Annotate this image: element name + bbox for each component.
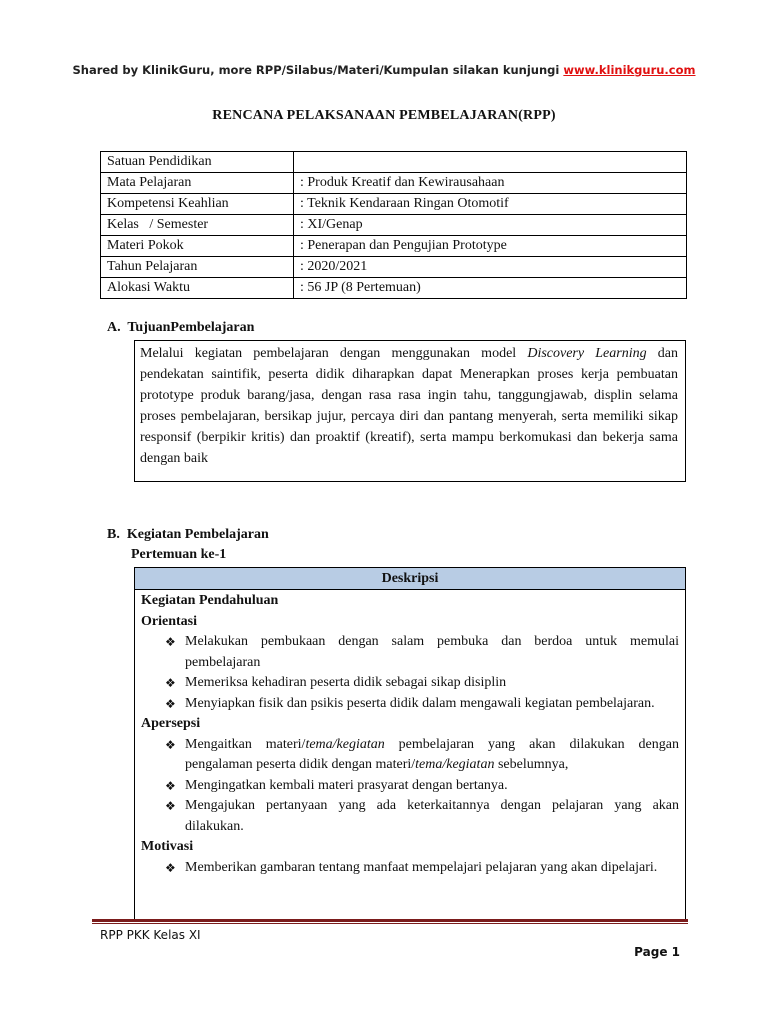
table-row <box>101 152 687 173</box>
activity-title: Kegiatan Pendahuluan <box>141 593 279 608</box>
document-title: RENCANA PELAKSANAAN PEMBELAJARAN(RPP) <box>212 108 556 123</box>
list-item-text: Mengaitkan materi/ <box>185 736 306 752</box>
tujuan-text-part: dan pendekatan saintifik, peserta didik diharapkan dapat Menerapkan proses kerja pembuatan prototype produk barang/jasa, dengan rasa rasa ingin tahu, tanggungjawab, displin selama proses pembelajaran, bersikap jujur, percaya diri dan pantang menyerah, serta memiliki sikap responsif (berpikir kritis) dan proaktif (kreatif), serta mampu berkomukasi dan bekerja sama dengan baik <box>140 346 678 466</box>
section-b-heading: B. Kegiatan Pembelajaran <box>107 527 269 542</box>
diamond-bullet-icon: ❖ <box>165 676 176 690</box>
table-row <box>135 590 686 920</box>
info-label: Tahun Pelajaran <box>101 257 294 278</box>
list-item-text: sebelumnya, <box>494 757 569 772</box>
info-label: Materi Pokok <box>101 236 294 257</box>
table-row <box>101 173 687 194</box>
list-item <box>141 796 679 837</box>
info-value <box>294 152 687 173</box>
table-row <box>101 278 687 299</box>
info-table <box>100 151 687 299</box>
info-value: : 2020/2021 <box>294 257 687 278</box>
shared-text: Shared by KlinikGuru, more RPP/Silabus/Materi/Kumpulan silakan kunjungi <box>72 63 564 77</box>
diamond-bullet-icon: ❖ <box>165 737 176 752</box>
list-item-text: pembelajaran yang akan dilakukan dengan pengalaman peserta didik dengan materi/ <box>185 736 679 772</box>
diamond-bullet-icon: ❖ <box>165 696 176 711</box>
info-value: : Produk Kreatif dan Kewirausahaan <box>294 173 687 194</box>
motivasi-title: Motivasi <box>141 839 194 854</box>
tujuan-text-part: Melalui kegiatan pembelajaran dengan menggunakan model <box>140 346 528 361</box>
section-a-heading: A. TujuanPembelajaran <box>107 320 255 335</box>
list-item-text: Memeriksa kehadiran peserta didik sebagai sikap disiplin <box>185 675 507 690</box>
list-item-italic: tema/kegiatan <box>305 736 385 752</box>
apersepsi-title: Apersepsi <box>141 716 201 731</box>
info-value: : Penerapan dan Pengujian Prototype <box>294 236 687 257</box>
kegiatan-table <box>134 567 686 919</box>
orientasi-title: Orientasi <box>141 613 197 629</box>
list-item <box>141 858 679 879</box>
tujuan-text-box <box>134 340 686 482</box>
table-row <box>101 236 687 257</box>
list-item <box>141 776 679 797</box>
list-item-text: Memberikan gambaran tentang manfaat mempelajari pelajaran yang akan dipelajari. <box>185 859 658 875</box>
info-label: Satuan Pendidikan <box>101 152 294 173</box>
info-label: Mata Pelajaran <box>101 173 294 194</box>
info-label: Kompetensi Keahlian <box>101 194 294 215</box>
diamond-bullet-icon: ❖ <box>165 778 176 793</box>
kegiatan-cell <box>135 590 686 920</box>
info-value: : XI/Genap <box>294 215 687 236</box>
info-label: Alokasi Waktu <box>101 278 294 299</box>
list-item-text: Mengajukan pertanyaan yang ada keterkaitannya dengan pelajaran yang akan dilakukan. <box>185 798 679 834</box>
info-value: : 56 JP (8 Pertemuan) <box>294 278 687 299</box>
diamond-bullet-icon: ❖ <box>165 860 176 875</box>
page-number: Page 1 <box>634 945 680 959</box>
info-label: Kelas / Semester <box>101 215 294 236</box>
list-item <box>141 694 679 715</box>
diamond-bullet-icon: ❖ <box>165 799 176 813</box>
list-item-text: Menyiapkan fisik dan psikis peserta didik dalam mengawali kegiatan pembelajaran. <box>185 695 655 711</box>
shared-by-header <box>0 63 768 77</box>
diamond-bullet-icon: ❖ <box>165 635 176 649</box>
tujuan-text-italic: Discovery Learning <box>527 346 647 361</box>
list-item-italic: tema/kegiatan <box>415 757 495 772</box>
orientasi-list <box>141 632 679 714</box>
footer-divider-thin <box>92 923 688 924</box>
info-value: : Teknik Kendaraan Ringan Otomotif <box>294 194 687 215</box>
table-row <box>101 257 687 278</box>
motivasi-list <box>141 858 679 879</box>
klinikguru-link[interactable]: www.klinikguru.com <box>563 63 696 77</box>
list-item-text: Mengingatkan kembali materi prasyarat dengan bertanya. <box>185 777 508 793</box>
pertemuan-heading: Pertemuan ke-1 <box>131 547 227 562</box>
footer-doc-name: RPP PKK Kelas XI <box>100 928 201 942</box>
list-item <box>141 673 679 694</box>
table-header-row <box>135 568 686 590</box>
list-item-text: Melakukan pembukaan dengan salam pembuka dan berdoa untuk memulai pembelajaran <box>185 634 679 670</box>
list-item <box>141 632 679 673</box>
list-item <box>141 735 679 776</box>
apersepsi-list <box>141 735 679 838</box>
table-row <box>101 215 687 236</box>
footer-divider <box>92 919 688 922</box>
table-row <box>101 194 687 215</box>
column-header-deskripsi: Deskripsi <box>135 568 686 590</box>
